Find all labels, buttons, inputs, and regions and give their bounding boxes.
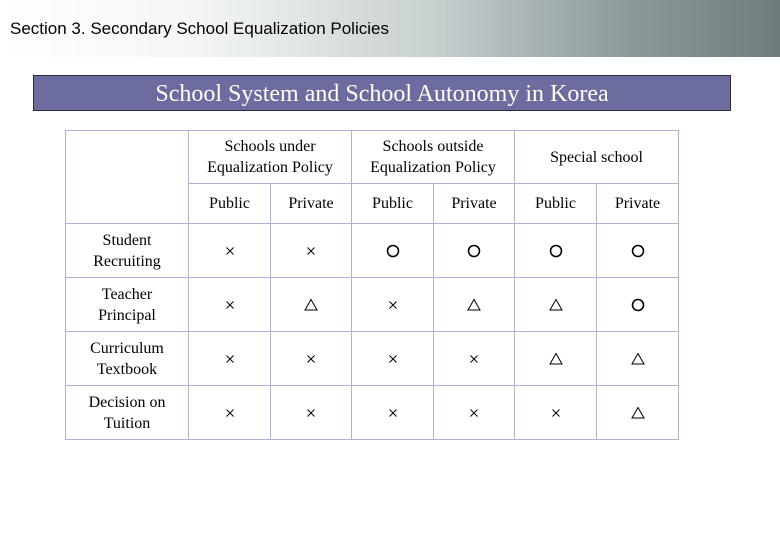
row-label-line: Principal <box>98 306 156 324</box>
row-label-line: Textbook <box>96 360 158 378</box>
circle-mark-icon <box>548 243 564 259</box>
group-header-line: Schools under <box>224 138 316 155</box>
mark-cell <box>271 386 352 440</box>
row-label <box>66 224 189 278</box>
mark-cell <box>434 332 515 386</box>
cross-mark-icon <box>466 351 482 367</box>
row-label <box>66 332 189 386</box>
cross-mark-icon <box>222 351 238 367</box>
mark-cell <box>515 224 597 278</box>
circle-mark-icon <box>466 243 482 259</box>
mark-cell <box>597 386 679 440</box>
mark-cell <box>515 332 597 386</box>
group-header-outside <box>352 131 515 184</box>
subheader-private: Private <box>271 184 352 224</box>
mark-cell <box>434 278 515 332</box>
cross-mark-icon <box>385 405 401 421</box>
circle-mark-icon <box>385 243 401 259</box>
cross-mark-icon <box>385 351 401 367</box>
subheader-public: Public <box>515 184 597 224</box>
subheader-public: Public <box>189 184 271 224</box>
row-label-line: Teacher <box>101 285 153 303</box>
mark-cell <box>271 278 352 332</box>
triangle-mark-icon <box>548 297 564 313</box>
mark-cell <box>515 386 597 440</box>
section-title: Section 3. Secondary School Equalization Policies <box>10 19 389 38</box>
cross-mark-icon <box>222 243 238 259</box>
mark-cell <box>434 224 515 278</box>
mark-cell <box>597 332 679 386</box>
cross-mark-icon <box>385 297 401 313</box>
triangle-mark-icon <box>466 297 482 313</box>
cross-mark-icon <box>303 243 319 259</box>
triangle-mark-icon <box>630 405 646 421</box>
subheader-private: Private <box>597 184 679 224</box>
cross-mark-icon <box>222 297 238 313</box>
mark-cell <box>352 224 434 278</box>
mark-cell <box>352 278 434 332</box>
group-header-line: Special school <box>550 148 643 166</box>
banner-title: School System and School Autonomy in Korea <box>155 81 609 107</box>
mark-cell <box>515 278 597 332</box>
mark-cell <box>352 386 434 440</box>
group-header-line: Equalization Policy <box>370 159 496 176</box>
mark-cell <box>189 278 271 332</box>
triangle-mark-icon <box>630 351 646 367</box>
mark-cell <box>271 332 352 386</box>
table-row <box>66 332 679 386</box>
row-label <box>66 278 189 332</box>
subheader-public: Public <box>352 184 434 224</box>
circle-mark-icon <box>630 243 646 259</box>
mark-cell <box>597 224 679 278</box>
mark-cell <box>597 278 679 332</box>
group-header-under <box>189 131 352 184</box>
group-header-special <box>515 131 679 184</box>
mark-cell <box>352 332 434 386</box>
corner-cell <box>66 131 189 224</box>
mark-cell <box>189 332 271 386</box>
title-banner <box>33 75 731 111</box>
row-label-line: Tuition <box>103 414 151 432</box>
group-header-line: Schools outside <box>382 138 484 155</box>
mark-cell <box>189 386 271 440</box>
subheader-private: Private <box>434 184 515 224</box>
mark-cell <box>434 386 515 440</box>
cross-mark-icon <box>466 405 482 421</box>
table-row <box>66 278 679 332</box>
row-label-line: Recruiting <box>93 252 161 270</box>
row-label-line: Curriculum <box>90 339 164 357</box>
cross-mark-icon <box>303 351 319 367</box>
row-label-line: Student <box>102 231 152 249</box>
mark-cell <box>271 224 352 278</box>
group-header-line: Equalization Policy <box>207 159 333 176</box>
policy-table <box>65 130 679 440</box>
cross-mark-icon <box>222 405 238 421</box>
table-row <box>66 224 679 278</box>
triangle-mark-icon <box>548 351 564 367</box>
row-label <box>66 386 189 440</box>
triangle-mark-icon <box>303 297 319 313</box>
cross-mark-icon <box>548 405 564 421</box>
mark-cell <box>189 224 271 278</box>
circle-mark-icon <box>630 297 646 313</box>
cross-mark-icon <box>303 405 319 421</box>
table-row <box>66 386 679 440</box>
row-label-line: Decision on <box>88 393 166 411</box>
